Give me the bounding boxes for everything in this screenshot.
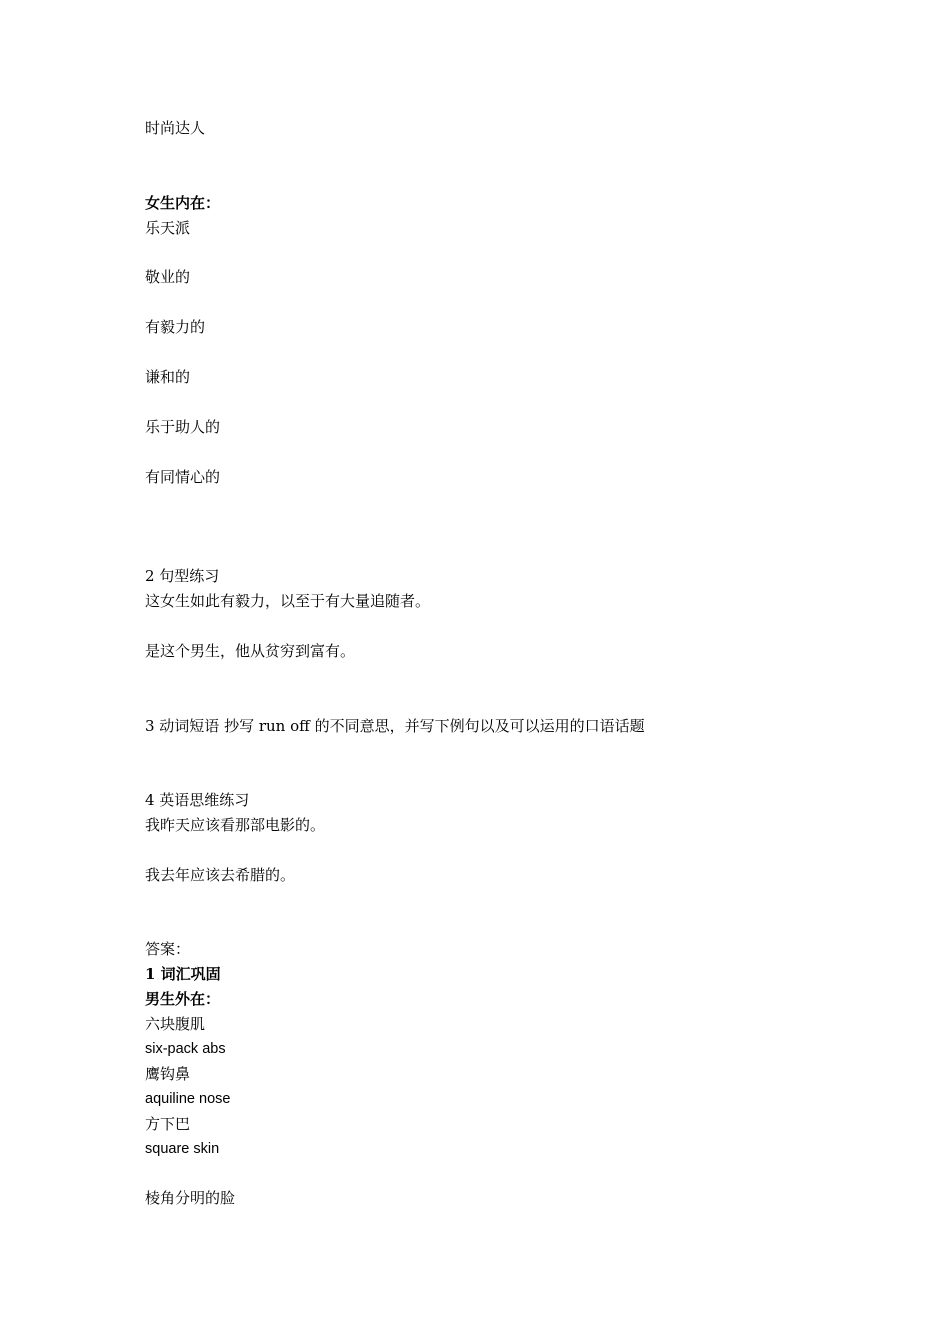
vocab-persistent: 有毅力的: [145, 318, 206, 336]
sentence-1: 这女生如此有毅力，以至于有大量追随者。: [145, 592, 431, 610]
sentence-4: 我去年应该去希腊的。: [145, 866, 296, 884]
heading-female-inner: 女生内在：: [145, 194, 221, 212]
section-4-heading: 4 英语思维练习: [145, 791, 250, 809]
vocab-aquiline-nose-zh: 鹰钩鼻: [145, 1065, 191, 1083]
vocab-chiseled-face-zh: 棱角分明的脸: [145, 1189, 236, 1207]
vocab-helpful: 乐于助人的: [145, 418, 221, 436]
section-3-heading: 3 动词短语 抄写 run off 的不同意思，并写下例句以及可以运用的口语话题: [145, 717, 645, 735]
section-2-heading: 2 句型练习: [145, 567, 220, 585]
vocab-optimist: 乐天派: [145, 219, 191, 237]
vocab-dedicated: 敬业的: [145, 268, 191, 286]
vocab-fashionista: 时尚达人: [145, 119, 206, 137]
heading-male-outer: 男生外在：: [145, 990, 221, 1008]
vocab-compassionate: 有同情心的: [145, 468, 221, 486]
sentence-2: 是这个男生，他从贫穷到富有。: [145, 642, 356, 660]
vocab-square-jaw-en: square skin: [145, 1141, 220, 1157]
vocab-aquiline-nose-en: aquiline nose: [145, 1091, 231, 1107]
sentence-3: 我昨天应该看那部电影的。: [145, 816, 326, 834]
answers-section-1-heading: 1 词汇巩固: [145, 965, 221, 983]
vocab-square-jaw-zh: 方下巴: [145, 1115, 191, 1133]
vocab-modest: 谦和的: [145, 368, 191, 386]
vocab-six-pack-en: six-pack abs: [145, 1041, 226, 1057]
vocab-six-pack-zh: 六块腹肌: [145, 1015, 206, 1033]
answers-heading: 答案：: [145, 940, 191, 958]
